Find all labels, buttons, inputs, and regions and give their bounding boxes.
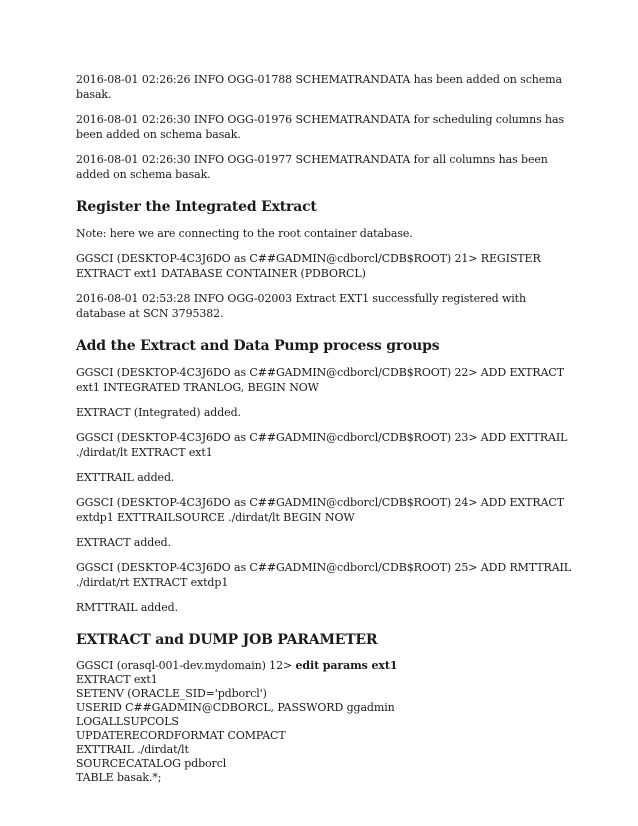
param-file-block <box>76 659 578 785</box>
heading-register-extract: Register the Integrated Extract <box>76 199 317 215</box>
log-line-2: 2016-08-01 02:26:30 INFO OGG-01976 SCHEMATRANDATA for scheduling columns has been added on schema basak. <box>76 113 565 141</box>
param-line: USERID C##GADMIN@CDBORCL, PASSWORD ggadmin <box>76 701 395 714</box>
ggsci-command-24: GGSCI (DESKTOP-4C3J6DO as C##GADMIN@cdborcl/CDB$ROOT) 24> ADD EXTRACT extdp1 EXTTRAILSOURCE ./dirdat/lt BEGIN NOW <box>76 496 564 524</box>
param-line: UPDATERECORDFORMAT COMPACT <box>76 729 286 742</box>
result-rmttrail: RMTTRAIL added. <box>76 601 178 614</box>
param-line: LOGALLSUPCOLS <box>76 715 179 728</box>
param-command: edit params ext1 <box>295 659 398 672</box>
param-line: EXTTRAIL ./dirdat/lt <box>76 743 189 756</box>
param-line: EXTRACT ext1 <box>76 673 158 686</box>
heading-add-process-groups: Add the Extract and Data Pump process groups <box>76 338 440 354</box>
ggsci-command-22: GGSCI (DESKTOP-4C3J6DO as C##GADMIN@cdborcl/CDB$ROOT) 22> ADD EXTRACT ext1 INTEGRATED TRANLOG, BEGIN NOW <box>76 366 564 394</box>
ggsci-command-23: GGSCI (DESKTOP-4C3J6DO as C##GADMIN@cdborcl/CDB$ROOT) 23> ADD EXTTRAIL ./dirdat/lt EXTRACT ext1 <box>76 431 568 459</box>
param-line: SETENV (ORACLE_SID='pdborcl') <box>76 687 267 700</box>
result-extract: EXTRACT added. <box>76 536 171 549</box>
param-command-line <box>76 659 578 673</box>
ggsci-command-25: GGSCI (DESKTOP-4C3J6DO as C##GADMIN@cdborcl/CDB$ROOT) 25> ADD RMTTRAIL ./dirdat/rt EXTRACT extdp1 <box>76 561 571 589</box>
register-result: 2016-08-01 02:53:28 INFO OGG-02003 Extract EXT1 successfully registered with database at SCN 3795382. <box>76 292 526 320</box>
param-line: SOURCECATALOG pdborcl <box>76 757 227 770</box>
param-prompt: GGSCI (orasql-001-dev.mydomain) 12> <box>76 659 296 672</box>
log-line-3: 2016-08-01 02:26:30 INFO OGG-01977 SCHEMATRANDATA for all columns has been added on schema basak. <box>76 153 548 181</box>
log-line-1: 2016-08-01 02:26:26 INFO OGG-01788 SCHEMATRANDATA has been added on schema basak. <box>76 73 562 101</box>
result-exttrail: EXTTRAIL added. <box>76 471 175 484</box>
heading-extract-dump-parameter: EXTRACT and DUMP JOB PARAMETER <box>76 632 378 648</box>
note-paragraph: Note: here we are connecting to the root container database. <box>76 227 413 240</box>
param-line: TABLE basak.*; <box>76 771 162 784</box>
ggsci-command-21: GGSCI (DESKTOP-4C3J6DO as C##GADMIN@cdborcl/CDB$ROOT) 21> REGISTER EXTRACT ext1 DATABASE CONTAINER (PDBORCL) <box>76 252 541 280</box>
result-extract-integrated: EXTRACT (Integrated) added. <box>76 406 241 419</box>
